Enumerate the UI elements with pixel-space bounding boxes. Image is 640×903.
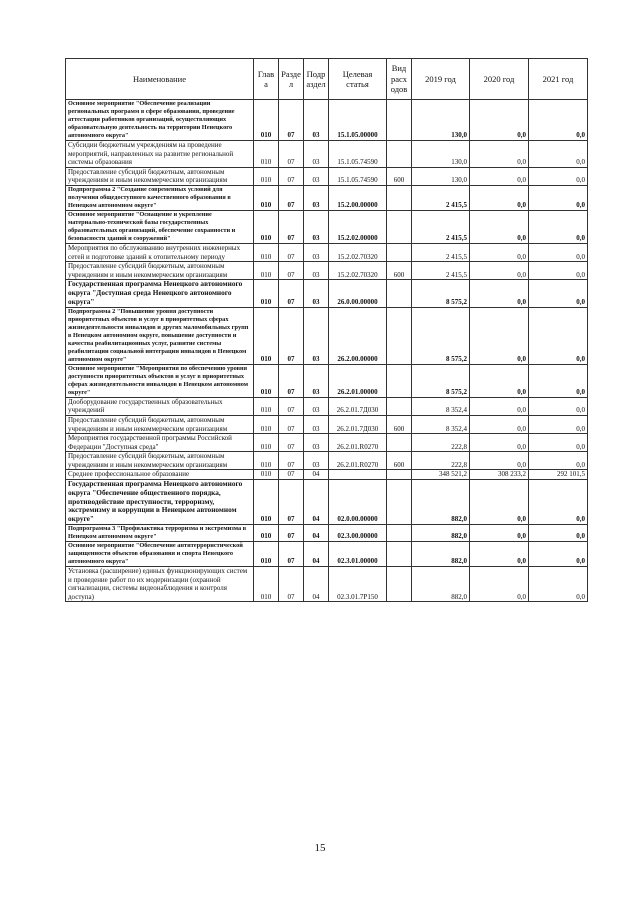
cell-target-article: 02.3.01.00000 [329, 542, 387, 567]
cell-year-2021: 0,0 [529, 100, 588, 141]
cell-name: Подпрограмма 3 "Профилактика терроризма и экстремизма в Ненецком автономном округе" [66, 525, 254, 542]
cell-podrazdel: 04 [304, 525, 329, 542]
cell-expense-type [387, 210, 412, 243]
cell-expense-type [387, 185, 412, 210]
cell-year-2020: 0,0 [470, 542, 529, 567]
header-glava: Глав а [254, 59, 279, 100]
cell-year-2020: 0,0 [470, 167, 529, 185]
cell-name: Государственная программа Ненецкого автономного округа "Доступная среда Ненецкого автономного округа" [66, 280, 254, 307]
cell-podrazdel: 03 [304, 364, 329, 397]
cell-expense-type [387, 280, 412, 307]
header-name: Наименование [66, 59, 254, 100]
cell-year-2019: 8 575,2 [412, 364, 470, 397]
cell-glava: 010 [254, 141, 279, 168]
budget-table [65, 58, 588, 602]
table-row [66, 141, 588, 168]
cell-expense-type [387, 100, 412, 141]
cell-year-2020: 0,0 [470, 210, 529, 243]
cell-year-2019: 8 575,2 [412, 307, 470, 364]
cell-razdel: 07 [279, 210, 304, 243]
cell-name: Предоставление субсидий бюджетным, автономным учреждениям и иным некоммерческим организациям [66, 452, 254, 470]
header-year-2021: 2021 год [529, 59, 588, 100]
cell-year-2019: 8 352,4 [412, 397, 470, 415]
cell-year-2019: 348 521,2 [412, 470, 470, 480]
cell-year-2021: 0,0 [529, 280, 588, 307]
table-row [66, 167, 588, 185]
cell-year-2021: 0,0 [529, 480, 588, 525]
table-row [66, 280, 588, 307]
cell-year-2021: 292 101,5 [529, 470, 588, 480]
cell-expense-type: 600 [387, 262, 412, 280]
cell-name: Предоставление субсидий бюджетным, автономным учреждениям и иным некоммерческим организациям [66, 415, 254, 433]
cell-year-2021: 0,0 [529, 307, 588, 364]
cell-year-2021: 0,0 [529, 525, 588, 542]
cell-glava: 010 [254, 542, 279, 567]
table-row [66, 415, 588, 433]
table-row [66, 452, 588, 470]
cell-year-2021: 0,0 [529, 397, 588, 415]
cell-podrazdel: 03 [304, 185, 329, 210]
cell-glava: 010 [254, 397, 279, 415]
cell-year-2019: 882,0 [412, 480, 470, 525]
cell-name: Установка (расширение) единых функционирующих систем и проведение работ по их модернизации (охранной сигнализации, системы видеонаблюдения и контроля доступа) [66, 567, 254, 602]
cell-glava: 010 [254, 364, 279, 397]
cell-year-2020: 0,0 [470, 100, 529, 141]
cell-year-2021: 0,0 [529, 567, 588, 602]
cell-glava: 010 [254, 100, 279, 141]
header-expense-type: Вид расх одов [387, 59, 412, 100]
cell-target-article: 26.0.00.00000 [329, 280, 387, 307]
cell-glava: 010 [254, 480, 279, 525]
cell-year-2019: 882,0 [412, 567, 470, 602]
cell-year-2019: 8 352,4 [412, 415, 470, 433]
cell-year-2019: 130,0 [412, 141, 470, 168]
cell-expense-type [387, 141, 412, 168]
table-row [66, 397, 588, 415]
cell-year-2021: 0,0 [529, 434, 588, 452]
cell-expense-type [387, 470, 412, 480]
table-row [66, 480, 588, 525]
table-header-row [66, 59, 588, 100]
cell-year-2021: 0,0 [529, 262, 588, 280]
cell-expense-type [387, 243, 412, 261]
cell-podrazdel: 03 [304, 434, 329, 452]
cell-target-article: 26.2.01.00000 [329, 364, 387, 397]
cell-podrazdel: 04 [304, 470, 329, 480]
cell-target-article: 15.2.02.00000 [329, 210, 387, 243]
cell-year-2020: 0,0 [470, 307, 529, 364]
cell-podrazdel: 03 [304, 100, 329, 141]
cell-expense-type [387, 307, 412, 364]
cell-year-2020: 0,0 [470, 567, 529, 602]
header-podrazdel: Подр аздел [304, 59, 329, 100]
cell-razdel: 07 [279, 397, 304, 415]
cell-target-article: 02.3.01.7Р150 [329, 567, 387, 602]
cell-razdel: 07 [279, 480, 304, 525]
cell-razdel: 07 [279, 141, 304, 168]
cell-expense-type [387, 364, 412, 397]
cell-podrazdel: 04 [304, 567, 329, 602]
header-razdel: Разде л [279, 59, 304, 100]
cell-podrazdel: 03 [304, 452, 329, 470]
cell-target-article: 15.1.05.74590 [329, 167, 387, 185]
cell-year-2019: 2 415,5 [412, 210, 470, 243]
cell-podrazdel: 03 [304, 397, 329, 415]
cell-year-2019: 130,0 [412, 167, 470, 185]
table-row [66, 567, 588, 602]
cell-name: Мероприятия по обслуживанию внутренних инженерных сетей и подготовке зданий к отопительному периоду [66, 243, 254, 261]
cell-expense-type [387, 397, 412, 415]
cell-expense-type [387, 434, 412, 452]
cell-glava: 010 [254, 525, 279, 542]
cell-target-article: 02.0.00.00000 [329, 480, 387, 525]
cell-year-2020: 308 233,2 [470, 470, 529, 480]
cell-name: Среднее профессиональное образование [66, 470, 254, 480]
cell-glava: 010 [254, 185, 279, 210]
cell-glava: 010 [254, 452, 279, 470]
cell-razdel: 07 [279, 185, 304, 210]
table-row [66, 307, 588, 364]
cell-year-2020: 0,0 [470, 415, 529, 433]
cell-year-2020: 0,0 [470, 525, 529, 542]
cell-year-2020: 0,0 [470, 243, 529, 261]
cell-razdel: 07 [279, 364, 304, 397]
cell-target-article: 15.2.02.70320 [329, 262, 387, 280]
table-row [66, 185, 588, 210]
cell-target-article: 15.1.05.00000 [329, 100, 387, 141]
cell-target-article [329, 470, 387, 480]
cell-year-2021: 0,0 [529, 185, 588, 210]
cell-glava: 010 [254, 415, 279, 433]
table-row [66, 525, 588, 542]
cell-year-2019: 882,0 [412, 525, 470, 542]
cell-year-2020: 0,0 [470, 141, 529, 168]
cell-year-2021: 0,0 [529, 210, 588, 243]
cell-name: Предоставление субсидий бюджетным, автономным учреждениям и иным некоммерческим организациям [66, 262, 254, 280]
cell-name: Основное мероприятие "Оснащение и укрепление материально-технической базы государственных образовательных организаций, обеспечение сохранности и безопасности зданий и сооружений" [66, 210, 254, 243]
cell-razdel: 07 [279, 434, 304, 452]
cell-year-2021: 0,0 [529, 243, 588, 261]
cell-target-article: 26.2.00.00000 [329, 307, 387, 364]
cell-razdel: 07 [279, 280, 304, 307]
cell-glava: 010 [254, 210, 279, 243]
cell-expense-type [387, 525, 412, 542]
cell-year-2021: 0,0 [529, 167, 588, 185]
cell-year-2019: 2 415,5 [412, 262, 470, 280]
cell-name: Основное мероприятие "Обеспечение реализации региональных программ в сфере образования, проведение аттестации работников организаций, осуществляющих образовательную деятельность на территории Ненецкого автономного округа" [66, 100, 254, 141]
cell-glava: 010 [254, 567, 279, 602]
cell-razdel: 07 [279, 243, 304, 261]
cell-year-2019: 222,8 [412, 452, 470, 470]
cell-name: Дооборудование государственных образовательных учреждений [66, 397, 254, 415]
cell-target-article: 26.2.01.R0270 [329, 434, 387, 452]
cell-razdel: 07 [279, 262, 304, 280]
table-row [66, 100, 588, 141]
cell-expense-type: 600 [387, 415, 412, 433]
cell-target-article: 26.2.01.R0270 [329, 452, 387, 470]
cell-podrazdel: 03 [304, 262, 329, 280]
cell-year-2019: 222,8 [412, 434, 470, 452]
header-target-article: Целевая статья [329, 59, 387, 100]
cell-podrazdel: 03 [304, 167, 329, 185]
cell-podrazdel: 04 [304, 542, 329, 567]
cell-year-2021: 0,0 [529, 364, 588, 397]
cell-podrazdel: 03 [304, 280, 329, 307]
cell-razdel: 07 [279, 452, 304, 470]
cell-year-2020: 0,0 [470, 480, 529, 525]
cell-podrazdel: 03 [304, 415, 329, 433]
table-row [66, 243, 588, 261]
cell-target-article: 15.2.00.00000 [329, 185, 387, 210]
cell-expense-type [387, 542, 412, 567]
table-row [66, 364, 588, 397]
cell-year-2021: 0,0 [529, 415, 588, 433]
cell-name: Подпрограмма 2 "Создание современных условий для получения общедоступного качественного образования в Ненецком автономном округе" [66, 185, 254, 210]
cell-razdel: 07 [279, 415, 304, 433]
cell-expense-type: 600 [387, 452, 412, 470]
cell-target-article: 02.3.00.00000 [329, 525, 387, 542]
cell-year-2019: 8 575,2 [412, 280, 470, 307]
cell-expense-type [387, 567, 412, 602]
cell-year-2020: 0,0 [470, 262, 529, 280]
cell-glava: 010 [254, 470, 279, 480]
cell-target-article: 15.2.02.70320 [329, 243, 387, 261]
cell-expense-type: 600 [387, 167, 412, 185]
cell-name: Государственная программа Ненецкого автономного округа "Обеспечение общественного порядка, противодействие преступности, терроризму, экстремизму и коррупции в Ненецком автономном округе" [66, 480, 254, 525]
table-row [66, 262, 588, 280]
cell-podrazdel: 03 [304, 243, 329, 261]
cell-year-2020: 0,0 [470, 185, 529, 210]
cell-podrazdel: 03 [304, 307, 329, 364]
cell-year-2021: 0,0 [529, 452, 588, 470]
cell-year-2019: 2 415,5 [412, 243, 470, 261]
cell-podrazdel: 03 [304, 141, 329, 168]
cell-podrazdel: 04 [304, 480, 329, 525]
page-number: 15 [314, 842, 326, 854]
cell-name: Основное мероприятие "Мероприятия по обеспечению уровня доступности приоритетных объектов и услуг в приоритетных сферах жизнедеятельности инвалидов в Ненецком автономном округе" [66, 364, 254, 397]
table-row [66, 470, 588, 480]
cell-target-article: 26.2.01.7Д030 [329, 397, 387, 415]
cell-razdel: 07 [279, 470, 304, 480]
table-row [66, 434, 588, 452]
cell-name: Предоставление субсидий бюджетным, автономным учреждениям и иным некоммерческим организациям [66, 167, 254, 185]
cell-year-2020: 0,0 [470, 280, 529, 307]
header-year-2019: 2019 год [412, 59, 470, 100]
cell-razdel: 07 [279, 542, 304, 567]
cell-glava: 010 [254, 307, 279, 364]
cell-expense-type [387, 480, 412, 525]
cell-name: Субсидии бюджетным учреждениям на проведение мероприятий, направленных на развитие региональной системы образования [66, 141, 254, 168]
cell-year-2020: 0,0 [470, 397, 529, 415]
cell-year-2021: 0,0 [529, 141, 588, 168]
cell-glava: 010 [254, 167, 279, 185]
cell-year-2019: 2 415,5 [412, 185, 470, 210]
cell-glava: 010 [254, 243, 279, 261]
cell-glava: 010 [254, 434, 279, 452]
cell-glava: 010 [254, 262, 279, 280]
table-body [66, 100, 588, 602]
cell-razdel: 07 [279, 167, 304, 185]
header-year-2020: 2020 год [470, 59, 529, 100]
cell-target-article: 15.1.05.74590 [329, 141, 387, 168]
cell-razdel: 07 [279, 307, 304, 364]
cell-razdel: 07 [279, 525, 304, 542]
table-row [66, 210, 588, 243]
cell-name: Подпрограмма 2 "Повышение уровня доступности приоритетных объектов и услуг в приоритетных сферах жизнедеятельности инвалидов и других маломобильных групп в Ненецком автономном округе, повышение доступности и качества реабилитационных услуг, развитие системы реабилитации социальной интеграции инвалидов в Ненецком автономном округе" [66, 307, 254, 364]
cell-year-2020: 0,0 [470, 434, 529, 452]
table-row [66, 542, 588, 567]
cell-glava: 010 [254, 280, 279, 307]
cell-year-2021: 0,0 [529, 542, 588, 567]
cell-year-2020: 0,0 [470, 452, 529, 470]
cell-name: Основное мероприятие "Обеспечение антитеррористической защищенности объектов образования и спорта Ненецкого автономного округа" [66, 542, 254, 567]
cell-razdel: 07 [279, 100, 304, 141]
cell-name: Мероприятия государственной программы Российской Федерации "Доступная среда" [66, 434, 254, 452]
cell-year-2020: 0,0 [470, 364, 529, 397]
cell-target-article: 26.2.01.7Д030 [329, 415, 387, 433]
cell-year-2019: 130,0 [412, 100, 470, 141]
cell-podrazdel: 03 [304, 210, 329, 243]
cell-razdel: 07 [279, 567, 304, 602]
cell-year-2019: 882,0 [412, 542, 470, 567]
